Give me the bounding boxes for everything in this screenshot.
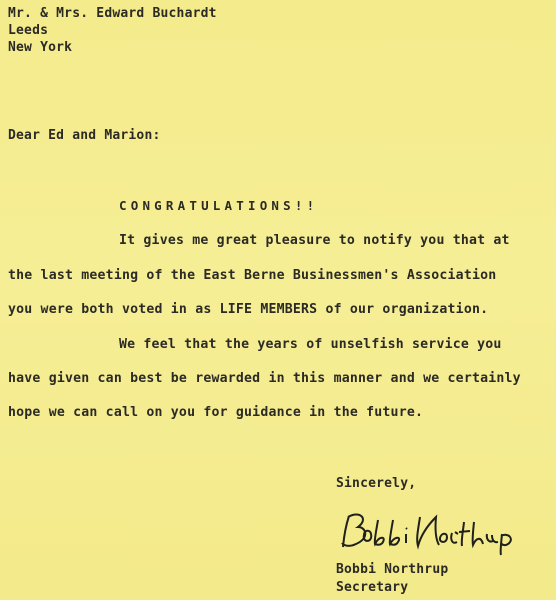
paragraph1-line2: the last meeting of the East Berne Businessmen's Association (8, 268, 497, 283)
address-city: Leeds (8, 23, 49, 38)
paragraph2-line3: hope we can call on you for guidance in the future. (8, 405, 424, 420)
signer-name: Bobbi Northrup (336, 562, 449, 577)
closing: Sincerely, (336, 476, 417, 491)
address-state: New York (8, 40, 73, 55)
salutation: Dear Ed and Marion: (8, 128, 161, 143)
signer-title: Secretary (336, 580, 409, 595)
paragraph1-line1: It gives me great pleasure to notify you that at (119, 233, 510, 248)
paragraph2-line1: We feel that the years of unselfish service you (119, 337, 502, 352)
paragraph2-line2: have given can best be rewarded in this manner and we certainly (8, 371, 521, 386)
address-name: Mr. & Mrs. Edward Buchardt (8, 6, 217, 21)
paragraph1-line3: you were both voted in as LIFE MEMBERS of our organization. (8, 302, 489, 317)
heading-congratulations: CONGRATULATIONS!! (119, 198, 319, 213)
handwritten-signature (336, 505, 526, 557)
